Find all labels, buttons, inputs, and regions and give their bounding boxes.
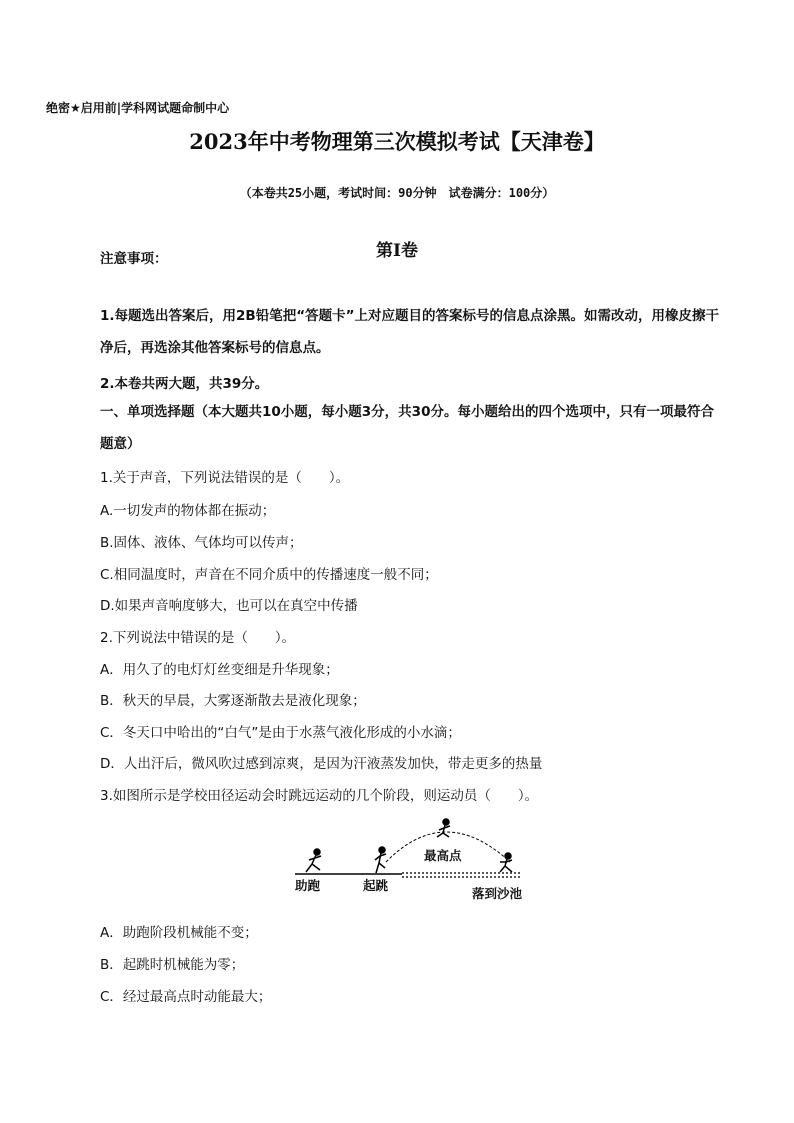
notes-item-2: 2.本卷共两大题，共39分。 [100, 376, 269, 392]
q2-option-c: C．冬天口中哈出的“白气”是由于水蒸气液化形成的小水滴； [100, 725, 461, 741]
q3-option-a: A．助跑阶段机械能不变； [100, 925, 258, 941]
peak-jumper-icon [437, 819, 450, 837]
label-run: 助跑 [295, 878, 321, 893]
q1-option-c: C.相同温度时，声音在不同介质中的传播速度一般不同； [100, 567, 438, 583]
q1-option-d: D.如果声音响度够大，也可以在真空中传播 [100, 598, 358, 614]
q2-option-b: B．秋天的早晨，大雾逐渐散去是液化现象； [100, 693, 366, 709]
label-peak: 最高点 [424, 848, 462, 863]
runner-icon [306, 849, 321, 872]
landing-jumper-icon [500, 853, 512, 872]
sand-pit [402, 872, 520, 878]
q3-option-b: B．起跳时机械能为零； [100, 957, 245, 973]
part1-heading: 一、单项选择题（本大题共10小题，每小题3分，共30分。每小题给出的四个选项中，只有一项最符合题意） [100, 404, 714, 452]
q2-option-d: D．人出汗后，微风吹过感到凉爽，是因为汗液蒸发加快，带走更多的热量 [100, 756, 543, 772]
takeoff-jumper-icon [375, 847, 386, 873]
q2-option-a: A．用久了的电灯灯丝变细是升华现象； [100, 662, 339, 678]
q3-stem: 3.如图所示是学校田径运动会时跳远运动的几个阶段，则运动员（ ）。 [100, 788, 539, 804]
q1-option-a: A.一切发声的物体都在振动； [100, 503, 276, 519]
exam-title: 2023年中考物理第三次模拟考试【天津卷】 [189, 129, 605, 154]
confidential-tag: 绝密★启用前|学科网试题命制中心 [46, 101, 230, 115]
exam-subtitle: （本卷共25小题，考试时间：90分钟 试卷满分：100分） [239, 186, 555, 200]
q2-stem: 2.下列说法中错误的是（ ）。 [100, 630, 296, 646]
long-jump-figure [290, 816, 530, 906]
notes-heading: 注意事项： [100, 251, 168, 267]
notes-item-1: 1.每题选出答案后，用2B铅笔把“答题卡”上对应题目的答案标号的信息点涂黑。如需改动，用橡皮擦干净后，再选涂其他答案标号的信息点。 [100, 308, 719, 356]
label-takeoff: 起跳 [363, 878, 389, 893]
q3-option-c: C．经过最高点时动能最大； [100, 989, 272, 1005]
label-landing: 落到沙池 [472, 886, 523, 901]
q1-option-b: B.固体、液体、气体均可以传声； [100, 535, 303, 551]
q1-stem: 1.关于声音，下列说法错误的是（ ）。 [100, 470, 350, 486]
section-title: 第Ⅰ卷 [376, 241, 418, 261]
